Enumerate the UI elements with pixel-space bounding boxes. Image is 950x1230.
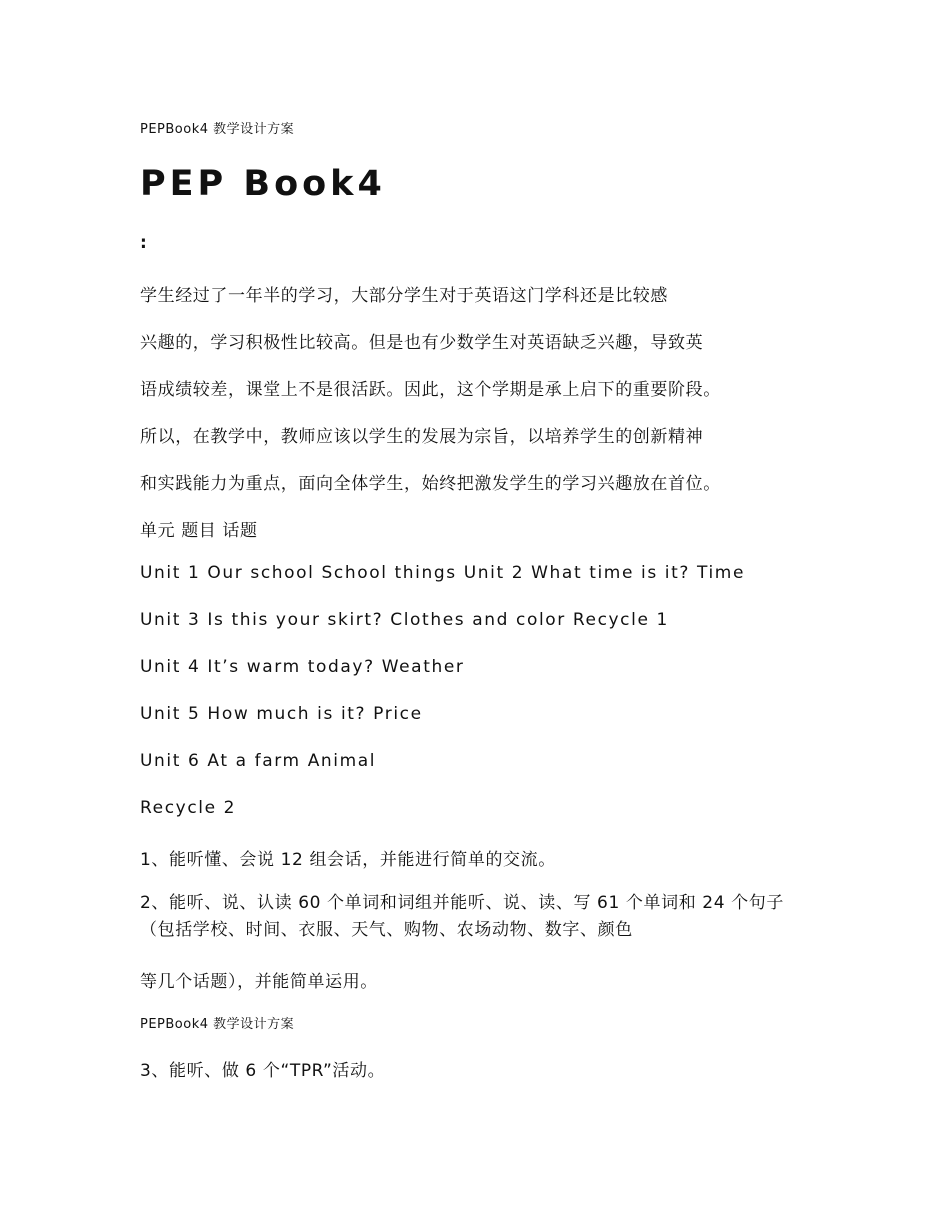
running-header-bottom: PEPBook4 教学设计方案	[140, 1017, 295, 1032]
goal-2: 2、能听、说、认读 60 个单词和词组并能听、说、读、写 61 个单词和 24 个句子（包括学校、时间、衣服、天气、购物、农场动物、数字、颜色	[140, 893, 784, 940]
goal-3: 3、能听、做 6 个“TPR”活动。	[140, 1061, 386, 1081]
intro-line-2: 兴趣的，学习积极性比较高。但是也有少数学生对英语缺乏兴趣，导致英	[140, 333, 704, 353]
unit-row-5: Unit 6 At a farm Animal	[140, 751, 377, 771]
unit-table-header: 单元 题目 话题	[140, 521, 258, 541]
goal-2-continued: 等几个话题），并能简单运用。	[140, 972, 378, 992]
unit-row-2: Unit 3 Is this your skirt? Clothes and color Recycle 1	[140, 610, 669, 630]
colon-label: :	[140, 233, 147, 253]
unit-row-3: Unit 4 It’s warm today? Weather	[140, 657, 465, 677]
intro-line-1: 学生经过了一年半的学习，大部分学生对于英语这门学科还是比较感	[140, 286, 668, 306]
intro-line-5: 和实践能力为重点，面向全体学生，始终把激发学生的学习兴趣放在首位。	[140, 474, 721, 494]
document-title: PEP Book4	[140, 164, 386, 204]
unit-row-1: Unit 1 Our school School things Unit 2 What time is it? Time	[140, 563, 746, 583]
unit-row-4: Unit 5 How much is it? Price	[140, 704, 423, 724]
running-header-top: PEPBook4 教学设计方案	[140, 122, 295, 137]
intro-line-3: 语成绩较差，课堂上不是很活跃。因此，这个学期是承上启下的重要阶段。	[140, 380, 721, 400]
intro-line-4: 所以，在教学中，教师应该以学生的发展为宗旨，以培养学生的创新精神	[140, 427, 704, 447]
goal-1: 1、能听懂、会说 12 组会话，并能进行简单的交流。	[140, 850, 556, 870]
unit-row-6: Recycle 2	[140, 798, 237, 818]
